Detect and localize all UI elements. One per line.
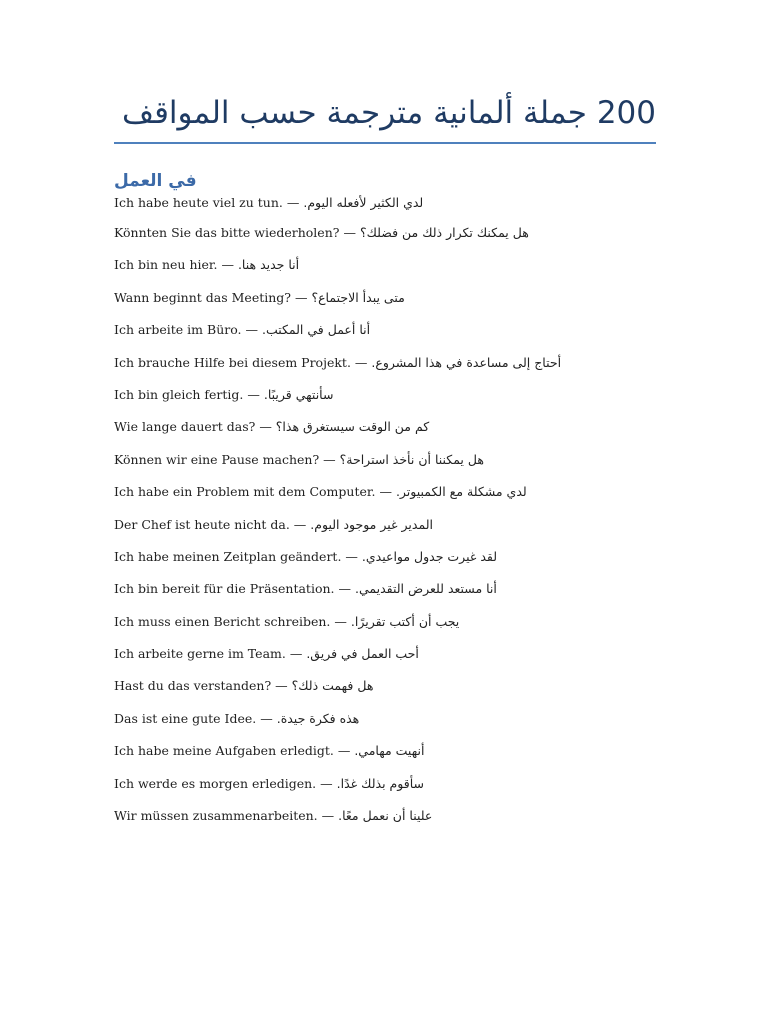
- phrase-list: [114, 192, 656, 837]
- phrase-arabic: يجب أن أكتب تقريرًا.: [350, 613, 460, 629]
- phrase-item: [114, 254, 656, 286]
- phrase-separator: —: [354, 354, 368, 370]
- phrase-separator: —: [245, 322, 258, 338]
- phrase-german: Ich habe heute viel zu tun.: [114, 195, 283, 210]
- phrase-german: Wir müssen zusammenarbeiten.: [114, 808, 318, 824]
- phrase-item: [114, 708, 656, 740]
- phrase-german: Ich habe meine Aufgaben erledigt.: [114, 743, 334, 759]
- phrase-german: Hast du das verstanden?: [114, 678, 272, 694]
- phrase-german: Ich brauche Hilfe bei diesem Projekt.: [114, 354, 351, 370]
- phrase-item: [114, 643, 656, 675]
- phrase-german: Das ist eine gute Idee.: [114, 710, 257, 726]
- phrase-separator: —: [343, 225, 356, 240]
- phrase-item: [114, 352, 656, 384]
- phrase-separator: —: [337, 743, 351, 759]
- title-divider: [114, 142, 656, 144]
- phrase-arabic: المدير غير موجود اليوم.: [310, 516, 433, 532]
- document-page: [114, 92, 656, 837]
- phrase-arabic: لدي مشكلة مع الكمبيوتر.: [395, 484, 527, 500]
- phrase-separator: —: [259, 419, 272, 435]
- phrase-german: Könnten Sie das bitte wiederholen?: [114, 225, 340, 240]
- phrase-arabic: أحتاج إلى مساعدة في هذا المشروع.: [371, 354, 562, 370]
- phrase-item: [114, 449, 656, 481]
- phrase-item: [114, 222, 656, 254]
- phrase-arabic: هذه فكرة جيدة.: [276, 710, 360, 726]
- phrase-separator: —: [345, 548, 358, 564]
- phrase-german: Wann beginnt das Meeting?: [114, 289, 291, 305]
- phrase-german: Ich bin neu hier.: [114, 257, 218, 273]
- phrase-item: [114, 578, 656, 610]
- phrase-arabic: أنا جديد هنا.: [237, 257, 300, 273]
- phrase-separator: —: [289, 646, 303, 662]
- phrase-german: Ich bin bereit für die Präsentation.: [114, 581, 335, 597]
- phrase-german: Ich bin gleich fertig.: [114, 386, 244, 402]
- phrase-german: Der Chef ist heute nicht da.: [114, 516, 290, 532]
- phrase-arabic: لقد غيرت جدول مواعيدي.: [361, 548, 498, 564]
- phrase-item: [114, 675, 656, 707]
- phrase-separator: —: [293, 516, 307, 532]
- phrase-arabic: هل فهمت ذلك؟: [291, 678, 374, 694]
- phrase-arabic: أنا أعمل في المكتب.: [261, 322, 371, 338]
- phrase-arabic: أنهيت مهامي.: [354, 743, 425, 759]
- phrase-arabic: متى يبدأ الاجتماع؟: [311, 289, 405, 305]
- phrase-separator: —: [247, 386, 260, 402]
- phrase-separator: —: [338, 581, 351, 597]
- phrase-german: Ich arbeite im Büro.: [114, 322, 242, 338]
- phrase-arabic: سأقوم بذلك غدًا.: [336, 775, 424, 791]
- phrase-item: [114, 481, 656, 513]
- phrase-separator: —: [379, 484, 392, 500]
- phrase-item: [114, 514, 656, 546]
- phrase-item: [114, 384, 656, 416]
- phrase-separator: —: [334, 613, 347, 629]
- phrase-separator: —: [320, 775, 333, 791]
- phrase-item: [114, 740, 656, 772]
- phrase-german: Ich habe meinen Zeitplan geändert.: [114, 548, 342, 564]
- phrase-item: [114, 416, 656, 448]
- phrase-arabic: لدي الكثير لأفعله اليوم.: [303, 195, 424, 210]
- phrase-arabic: هل يمكننا أن نأخذ استراحة؟: [339, 451, 484, 467]
- phrase-item: [114, 287, 656, 319]
- phrase-item: [114, 611, 656, 643]
- phrase-arabic: سأنتهي قريبًا.: [263, 386, 334, 402]
- phrase-item: [114, 773, 656, 805]
- phrase-german: Ich werde es morgen erledigen.: [114, 775, 317, 791]
- phrase-separator: —: [321, 808, 335, 824]
- phrase-separator: —: [323, 451, 336, 467]
- phrase-arabic: أنا مستعد للعرض التقديمي.: [354, 581, 497, 597]
- phrase-arabic: هل يمكنك تكرار ذلك من فضلك؟: [359, 225, 529, 240]
- phrase-separator: —: [294, 289, 308, 305]
- phrase-item: [114, 319, 656, 351]
- document-title: 200 جملة ألمانية مترجمة حسب المواقف: [122, 95, 656, 131]
- phrase-german: Ich habe ein Problem mit dem Computer.: [114, 484, 376, 500]
- phrase-item: [114, 546, 656, 578]
- phrase-separator: —: [260, 710, 273, 726]
- phrase-arabic: أحب العمل في فريق.: [306, 646, 419, 662]
- section-heading: في العمل: [114, 171, 197, 191]
- phrase-separator: —: [286, 195, 300, 210]
- phrase-arabic: كم من الوقت سيستغرق هذا؟: [275, 419, 430, 435]
- phrase-german: Wie lange dauert das?: [114, 419, 256, 435]
- phrase-german: Ich arbeite gerne im Team.: [114, 646, 286, 662]
- phrase-german: Können wir eine Pause machen?: [114, 451, 320, 467]
- phrase-separator: —: [275, 678, 288, 694]
- phrase-arabic: علينا أن نعمل معًا.: [338, 808, 433, 824]
- phrase-item: [114, 805, 656, 837]
- phrase-item: [114, 192, 656, 222]
- phrase-separator: —: [221, 257, 234, 273]
- phrase-german: Ich muss einen Bericht schreiben.: [114, 613, 331, 629]
